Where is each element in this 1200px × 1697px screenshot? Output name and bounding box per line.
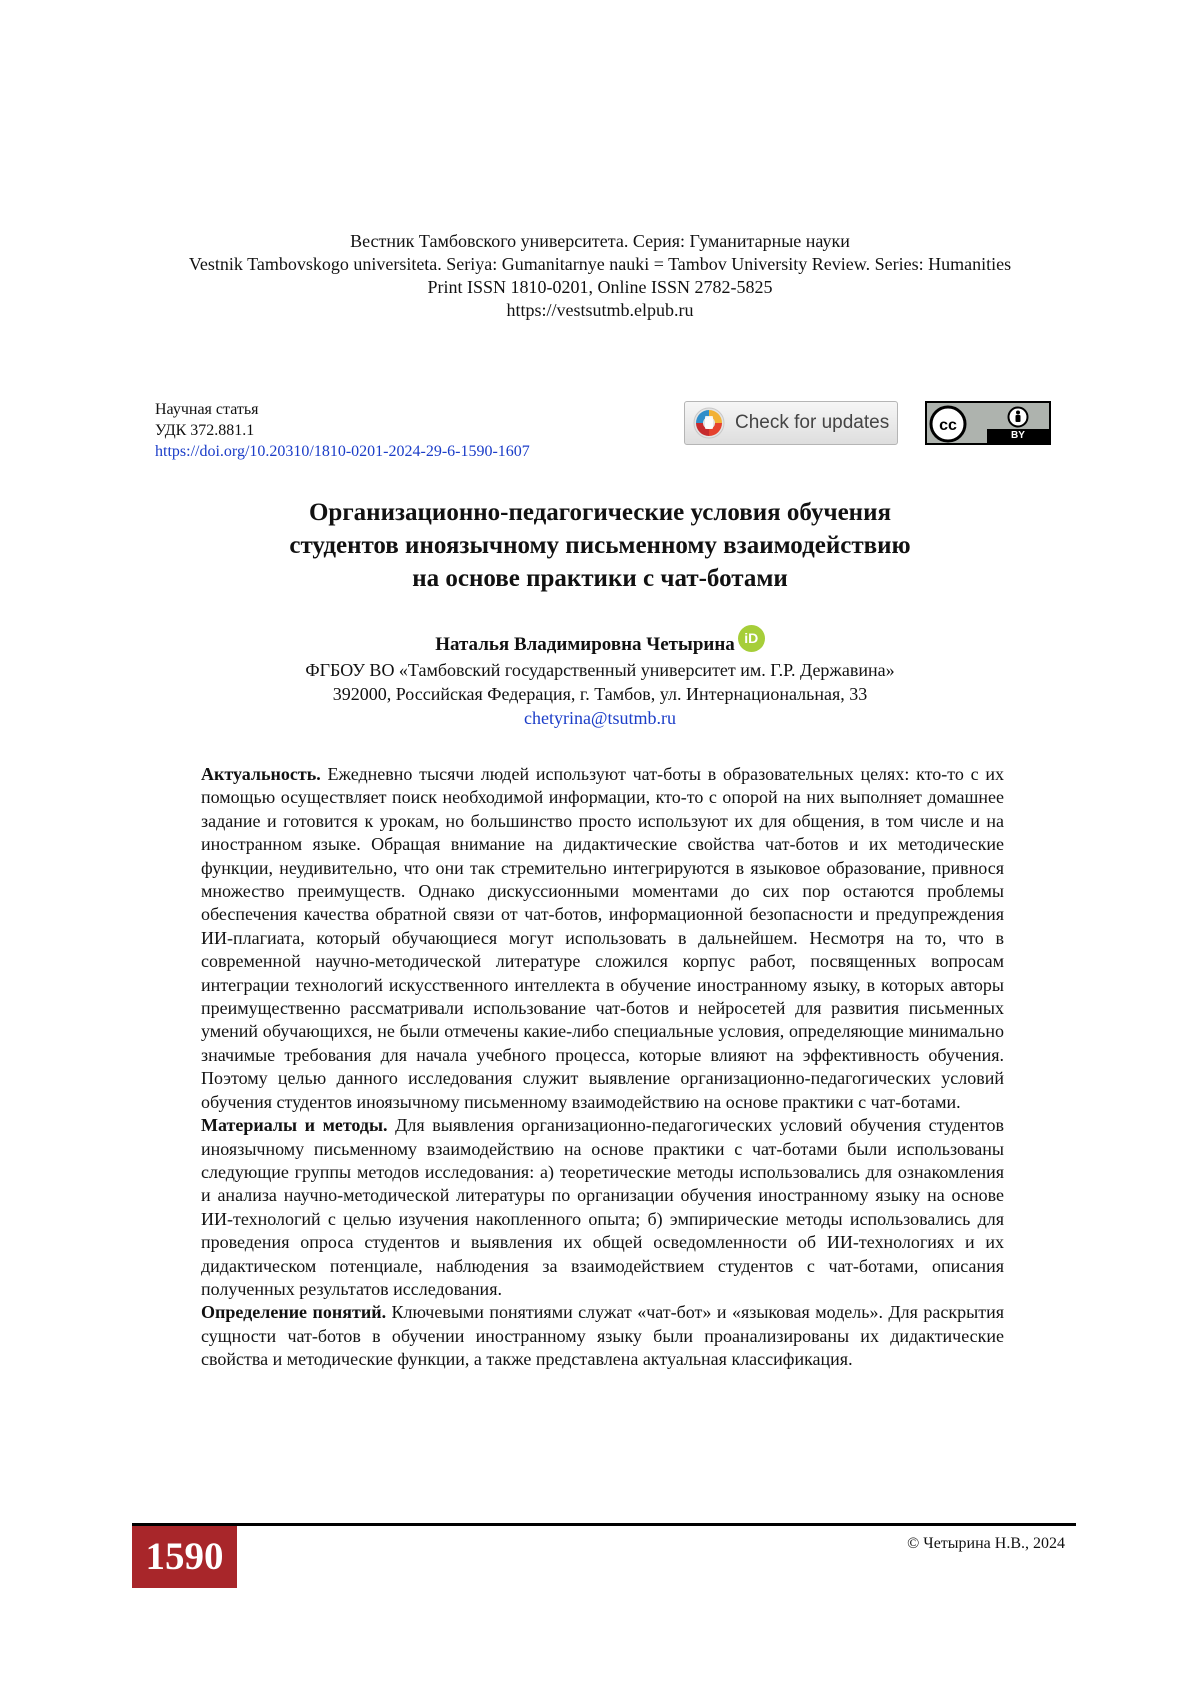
methods-text: Для выявления организационно-педагогических условий обучения студентов иноязычному письменному взаимодействию на основе практики с чат-ботами были использованы следующие группы методов исследования: а) теоретические методы использовались для ознакомления и анализа научно-методической литературы по организации обучения иностранному языку на основе ИИ-технологий с целью изучения накопленного опыта; б) эмпирические методы использовались для проведения опроса студентов и выявления их общей осведомленности об ИИ-технологиях и их дидактическом потенциале, наблюдения за взаимодействием студентов с чат-ботами, описания полученных результатов исследования. [201, 1115, 1004, 1299]
footer-divider [132, 1523, 1076, 1526]
abstract [201, 763, 1004, 1372]
check-for-updates-button[interactable] [684, 401, 898, 445]
article-meta [155, 399, 530, 462]
author-name-row [435, 631, 765, 658]
journal-title-en: Vestnik Tambovskogo universiteta. Seriya: Gumanitarnye nauki = Tambov University Review. Series: Humanities [188, 254, 1012, 274]
attribution-icon [1007, 406, 1029, 428]
check-updates-label: Check for updates [735, 412, 890, 433]
title-line-3: на основе практики с чат-ботами [412, 565, 788, 592]
author-affiliation: ФГБОУ ВО «Тамбовский государственный университет им. Г.Р. Державина» [305, 660, 895, 680]
journal-header [0, 230, 1200, 322]
abstract-methods [201, 1114, 1004, 1301]
copyright-notice: © Четырина Н.В., 2024 [907, 1535, 1065, 1552]
license-label: BY [987, 429, 1049, 443]
title-line-1: Организационно-педагогические условия обучения [308, 499, 892, 526]
article-type: Научная статья [155, 401, 259, 418]
orcid-icon[interactable]: iD [738, 625, 765, 652]
cc-icon-text: cc [939, 417, 957, 434]
author-email-link[interactable]: chetyrina@tsutmb.ru [523, 708, 677, 728]
doi-link[interactable]: https://doi.org/10.20310/1810-0201-2024-29-6-1590-1607 [155, 443, 530, 460]
abstract-definition [201, 1301, 1004, 1371]
journal-title-ru: Вестник Тамбовского университета. Серия: Гуманитарные науки [350, 231, 850, 251]
relevance-label: Актуальность. [201, 764, 321, 784]
definition-label: Определение понятий. [201, 1302, 387, 1323]
journal-issn: Print ISSN 1810-0201, Online ISSN 2782-5825 [427, 277, 773, 297]
check-updates-icon [693, 407, 725, 439]
author-address: 392000, Российская Федерация, г. Тамбов, ул. Интернациональная, 33 [332, 684, 868, 704]
article-title [0, 496, 1200, 595]
cc-by-license-badge[interactable] [925, 401, 1051, 445]
relevance-text: Ежедневно тысячи людей используют чат-боты в образовательных целях: кто-то с их помощью осуществляет поиск необходимой информации, кто-то с опорой на них выполняет домашнее задание и готовится к урокам, но большинство просто используют их для общения, в том числе и на иностранном языке. Обращая внимание на дидактические свойства чат-ботов и их методические функции, неудивительно, что они так стремительно интегрируются в языковое образование, привнося множество преимуществ. Однако дискуссионными моментами до сих пор остаются проблемы обеспечения качества обратной связи от чат-ботов, информационной безопасности и предупреждения ИИ-плагиата, который обучающиеся могут использовать в дальнейшем. Несмотря на то, что в современной научно-методической литературе сложился корпус работ, посвященных вопросам интеграции технологий искусственного интеллекта в обучение иностранному языку, в которых авторы преимущественно рассматривали использование чат-ботов и нейросетей для развития письменных умений обучающихся, не были отмечены какие-либо специальные условия, определяющие минимально значимые требования для начала учебного процесса, которые влияют на эффективность обучения. Поэтому целью данного исследования служит выявление организационно-педагогических условий обучения студентов иноязычному письменному взаимодействию на основе практики с чат-ботами. [201, 764, 1004, 1112]
definition-text: Ключевыми понятиями служат «чат-бот» и «языковая модель». Для раскрытия сущности чат-ботов в обучении иностранному языку были проанализированы их дидактические свойства и методические функции, а также представлена актуальная классификация. [201, 1302, 1004, 1370]
title-line-2: студентов иноязычному письменному взаимодействию [289, 532, 911, 559]
udk-code: УДК 372.881.1 [155, 422, 255, 439]
journal-url: https://vestsutmb.elpub.ru [506, 300, 694, 320]
abstract-relevance [201, 763, 1004, 1114]
author-block [0, 631, 1200, 730]
author-name: Наталья Владимировна Четырина [435, 633, 735, 655]
methods-label: Материалы и методы. [201, 1115, 388, 1136]
page-number: 1590 [132, 1526, 237, 1588]
cc-icon [929, 405, 967, 443]
